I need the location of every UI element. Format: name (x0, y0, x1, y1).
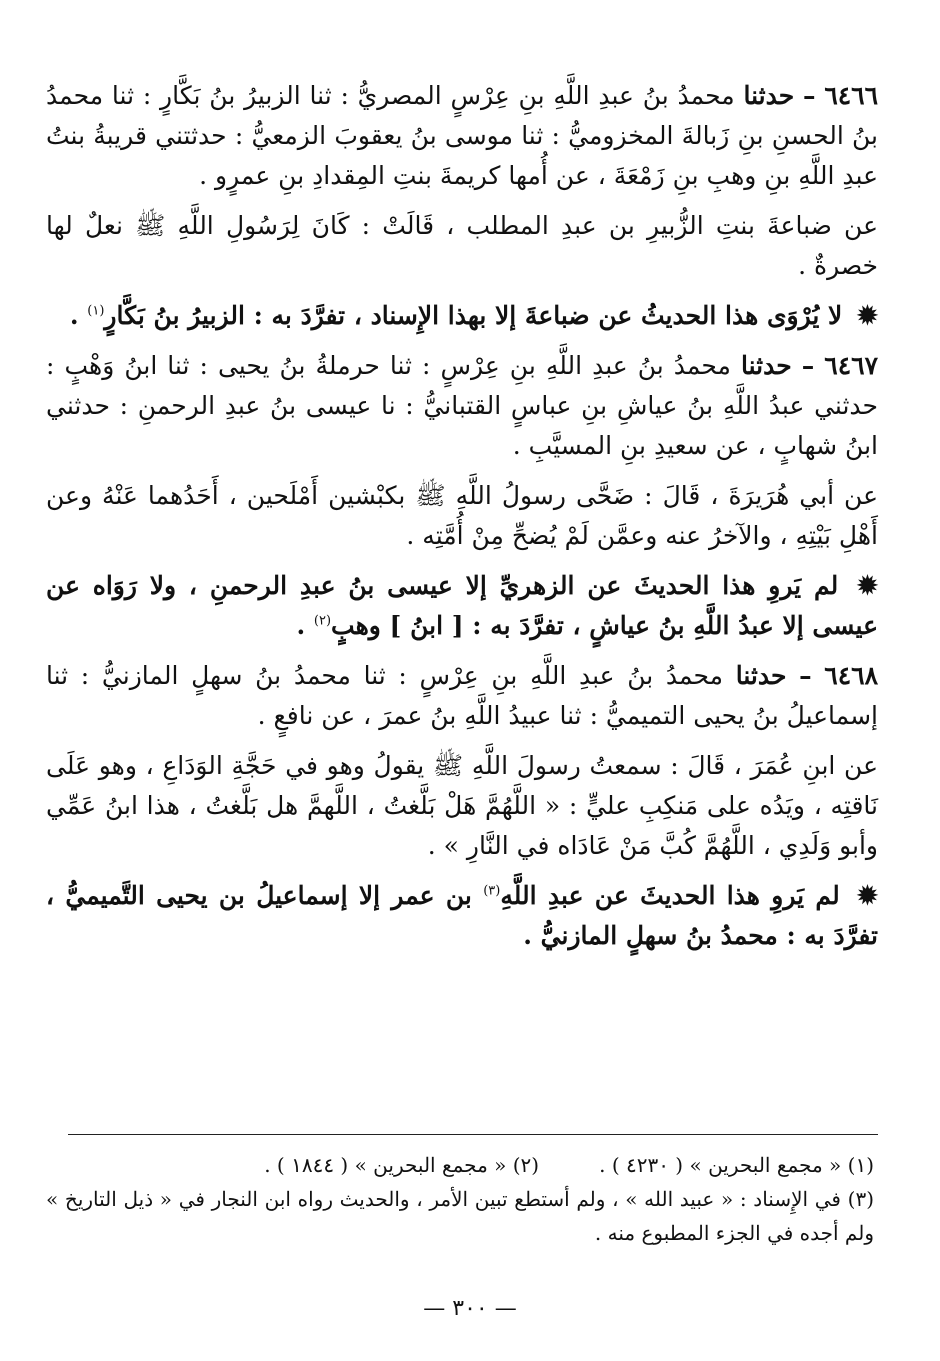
footnote-3: (٣) في الإِسناد : « عبيد الله » ، ولم أستطع تبين الأمر ، والحديث رواه ابن النجار في « ذيل التاريخ » ولم أجده في الجزء المطبوع منه . (46, 1187, 874, 1245)
star-icon: ✹ (857, 301, 878, 330)
hadith-lead: حدثنا (735, 661, 787, 690)
matn-text: عن أبي هُرَيرَةَ ، قَالَ : ضَحَّى رسولُ اللَّهِ ﷺ بكبْشين أَمْلَحين ، أَحَدُهما عَنْهُ وعن أَهْلِ بَيْتِهِ ، والآخرُ عنه وعمَّن لَمْ يُضحِّ مِنْ أُمَّتِه . (46, 481, 878, 550)
main-text (46, 76, 878, 966)
matn-text: عن ابنِ عُمَرَ ، قَالَ : سمعتُ رسولَ اللَّهِ ﷺ يقولُ وهو في حَجَّةِ الوَدَاعِ ، وهو عَلَى نَاقتِه ، ويَدُه على مَنكِبِ عليٍّ : « اللَّهُمَّ هَلْ بَلَّغتُ ، اللَّهمَّ هل بَلَّغتُ ، هذا ابنُ عَمِّي وأبو وَلَدِي ، اللَّهُمَّ كُبَّ مَنْ عَادَاه في النَّارِ » . (46, 751, 878, 860)
footnote-ref: (٣) (483, 883, 501, 899)
star-icon: ✹ (857, 881, 878, 910)
isnad-text: محمدُ بنُ عبدِ اللَّهِ بنِ عِرْسٍ : ثنا حرملةُ بنُ يحيى : ثنا ابنُ وَهْبٍ : حدثني عبدُ اللَّهِ بنُ عياشِ بنِ عباسٍ القتبانيُّ : نا عيسى بنُ عبدِ الرحمنِ : حدثني ابنُ شهابٍ ، عن سعيدِ بنِ المسيَّبِ . (46, 351, 878, 460)
hadith-matn (46, 746, 878, 866)
hadith-isnad (46, 656, 878, 736)
hadith-comment (46, 876, 878, 956)
hadith-number: ٦٤٦٦ (824, 81, 879, 110)
matn-text: عن ضباعةَ بنتِ الزُّبيرِ بن عبدِ المطلب ، قَالَتْ : كَانَ لِرَسُولِ اللَّهِ ﷺ نعلٌ لها خصرةٌ . (46, 211, 878, 280)
hadith-lead: حدثنا (743, 81, 795, 110)
comment-end: . (69, 301, 79, 330)
footnote-ref: (١) (87, 303, 105, 319)
hadith-matn (46, 206, 878, 286)
hadith-isnad (46, 346, 878, 466)
hadith-number: ٦٤٦٧ (824, 351, 879, 380)
footnote-row (46, 1148, 874, 1182)
isnad-text: محمدُ بنُ عبدِ اللَّهِ بنِ عِرْسٍ المصريُّ : ثنا الزبيرُ بنُ بَكَّارٍ : ثنا محمدُ بنُ الحسنِ بنِ زَبالةَ المخزوميُّ : ثنا موسى بنُ يعقوبَ الزمعيُّ : حدثتني قريبةُ بنتُ عبدِ اللَّهِ بنِ وهبِ بنِ زَمْعَةَ ، عن أُمها كريمةَ بنتِ المِقدادِ بنِ عمرٍو . (46, 81, 878, 190)
footnotes (46, 1148, 874, 1250)
comment-text: لا يُرْوَى هذا الحديثُ عن ضباعةَ إلا بهذا الإِسناد ، تفرَّدَ به : الزبيرُ بنُ بَكَّارٍ (104, 301, 843, 330)
star-icon: ✹ (857, 571, 878, 600)
comment-text: لم يَروِ هذا الحديثَ عن الزهريِّ إلا عيسى بنُ عبدِ الرحمنِ ، ولا رَوَاه عن عيسى إلا عبدُ اللَّهِ بنُ عياشٍ ، تفرَّدَ به : [ ابنُ ] وهبٍ (46, 571, 878, 640)
isnad-text: محمدُ بنُ عبدِ اللَّهِ بنِ عِرْسٍ : ثنا محمدُ بنُ سهلٍ المازنيُّ : ثنا إسماعيلُ بنُ يحيى التميميُّ : ثنا عبيدُ اللَّهِ بنُ عمرَ ، عن نافعٍ . (46, 661, 878, 730)
dash: – (799, 661, 812, 690)
footnote-ref: (٢) (313, 613, 332, 629)
footnote-1: (١) « مجمع البحرين » ( ٤٢٣٠ ) . (599, 1153, 874, 1177)
hadith-comment (46, 296, 878, 336)
footnote-2: (٢) « مجمع البحرين » ( ١٨٤٤ ) . (264, 1153, 540, 1177)
comment-text: بن عمر إلا إسماعيلُ بن يحيى التَّميميُّ ، تفرَّدَ به : محمدُ بنُ سهلٍ المازنيُّ . (46, 881, 878, 950)
page-number: — ٣٠٠ — (423, 1296, 517, 1321)
dash: – (801, 351, 815, 380)
comment-end: . (296, 611, 306, 640)
dash: – (803, 81, 816, 110)
comment-text: لم يَروِ هذا الحديثَ عن عبدِ اللَّهِ (500, 881, 840, 910)
hadith-isnad (46, 76, 878, 196)
hadith-matn (46, 476, 878, 556)
hadith-number: ٦٤٦٨ (824, 661, 879, 690)
hadith-lead: حدثنا (740, 351, 792, 380)
hadith-comment (46, 566, 878, 646)
footnote-divider (68, 1134, 878, 1135)
